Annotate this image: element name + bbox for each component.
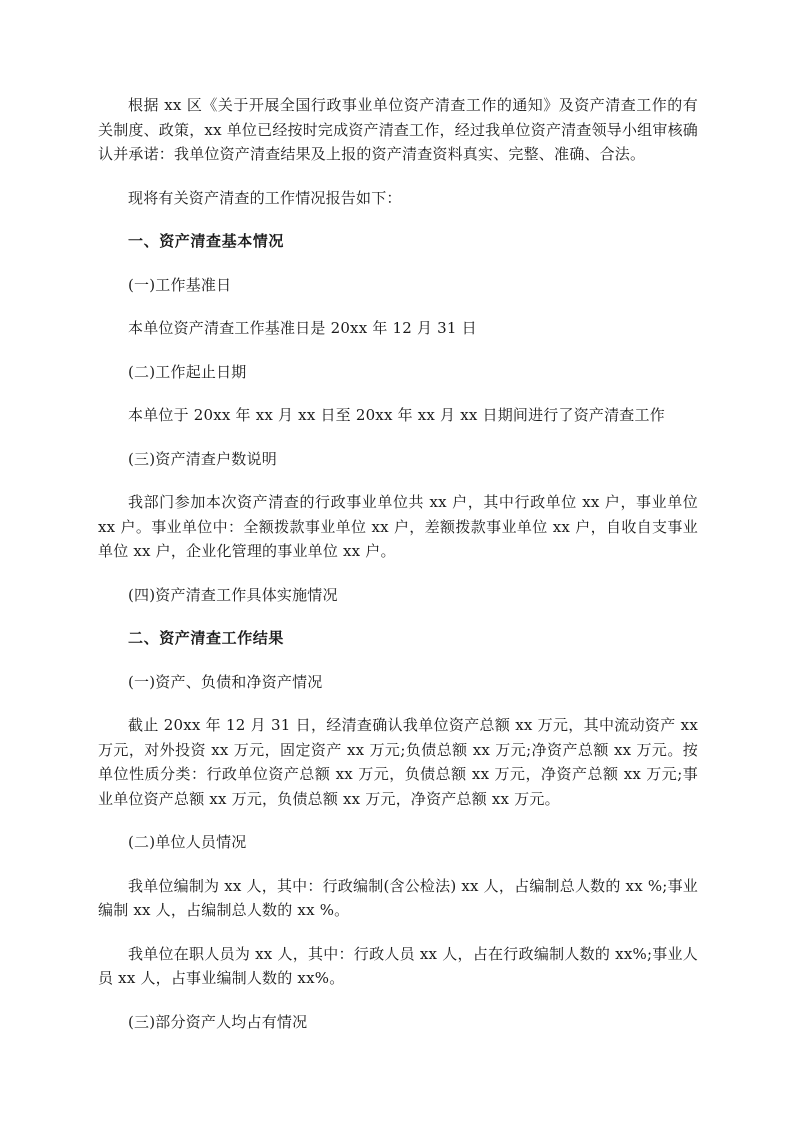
unit-count-paragraph: 我部门参加本次资产清查的行政事业单位共 xx 户，其中行政单位 xx 户，事业单位 xx 户。事业单位中：全额拨款事业单位 xx 户，差额拨款事业单位 xx 户，自收自支事业单位 xx 户，企业化管理的事业单位 xx 户。 <box>98 493 698 560</box>
subheading-implementation: (四)资产清查工作具体实施情况 <box>128 585 338 604</box>
staff-quota-paragraph: 我单位编制为 xx 人，其中：行政编制(含公检法) xx 人，占编制总人数的 xx %;事业编制 xx 人，占编制总人数的 xx %。 <box>98 876 698 919</box>
subheading-unit-count: (三)资产清查户数说明 <box>128 449 277 468</box>
subheading-per-capita-assets: (三)部分资产人均占有情况 <box>128 1012 308 1031</box>
intro-paragraph: 根据 xx 区《关于开展全国行政事业单位资产清查工作的通知》及资产清查工作的有关制度、政策，xx 单位已经按时完成资产清查工作，经过我单位资产清查领导小组审核确认并承诺：我单位资产清查结果及上报的资产清查资料真实、完整、准确、合法。 <box>98 96 698 163</box>
section-heading-results: 二、资产清查工作结果 <box>128 629 285 647</box>
work-period-paragraph: 本单位于 20xx 年 xx 月 xx 日至 20xx 年 xx 月 xx 日期间进行了资产清查工作 <box>128 406 665 424</box>
section-heading-basic-situation: 一、资产清查基本情况 <box>128 232 285 250</box>
subheading-work-period: (二)工作起止日期 <box>128 362 247 381</box>
staff-current-paragraph: 我单位在职人员为 xx 人，其中：行政人员 xx 人，占在行政编制人数的 xx%;事业人员 xx 人，占事业编制人数的 xx%。 <box>98 944 698 987</box>
subheading-assets-liabilities: (一)资产、负债和净资产情况 <box>128 672 323 691</box>
report-lead-paragraph: 现将有关资产清查的工作情况报告如下： <box>128 188 402 207</box>
document-body <box>98 93 698 1053</box>
subheading-staff: (二)单位人员情况 <box>128 833 247 851</box>
subheading-base-date: (一)工作基准日 <box>128 275 232 294</box>
assets-liabilities-paragraph: 截止 20xx 年 12 月 31 日，经清查确认我单位资产总额 xx 万元，其中流动资产 xx 万元，对外投资 xx 万元，固定资产 xx 万元;负债总额 xx 万元;净资产总额 xx 万元。按单位性质分类：行政单位资产总额 xx 万元，负债总额 xx 万元，净资产总额 xx 万元;事业单位资产总额 xx 万元，负债总额 xx 万元，净资产总额 xx 万元。 <box>98 716 698 808</box>
base-date-paragraph: 本单位资产清查工作基准日是 20xx 年 12 月 31 日 <box>128 319 477 337</box>
